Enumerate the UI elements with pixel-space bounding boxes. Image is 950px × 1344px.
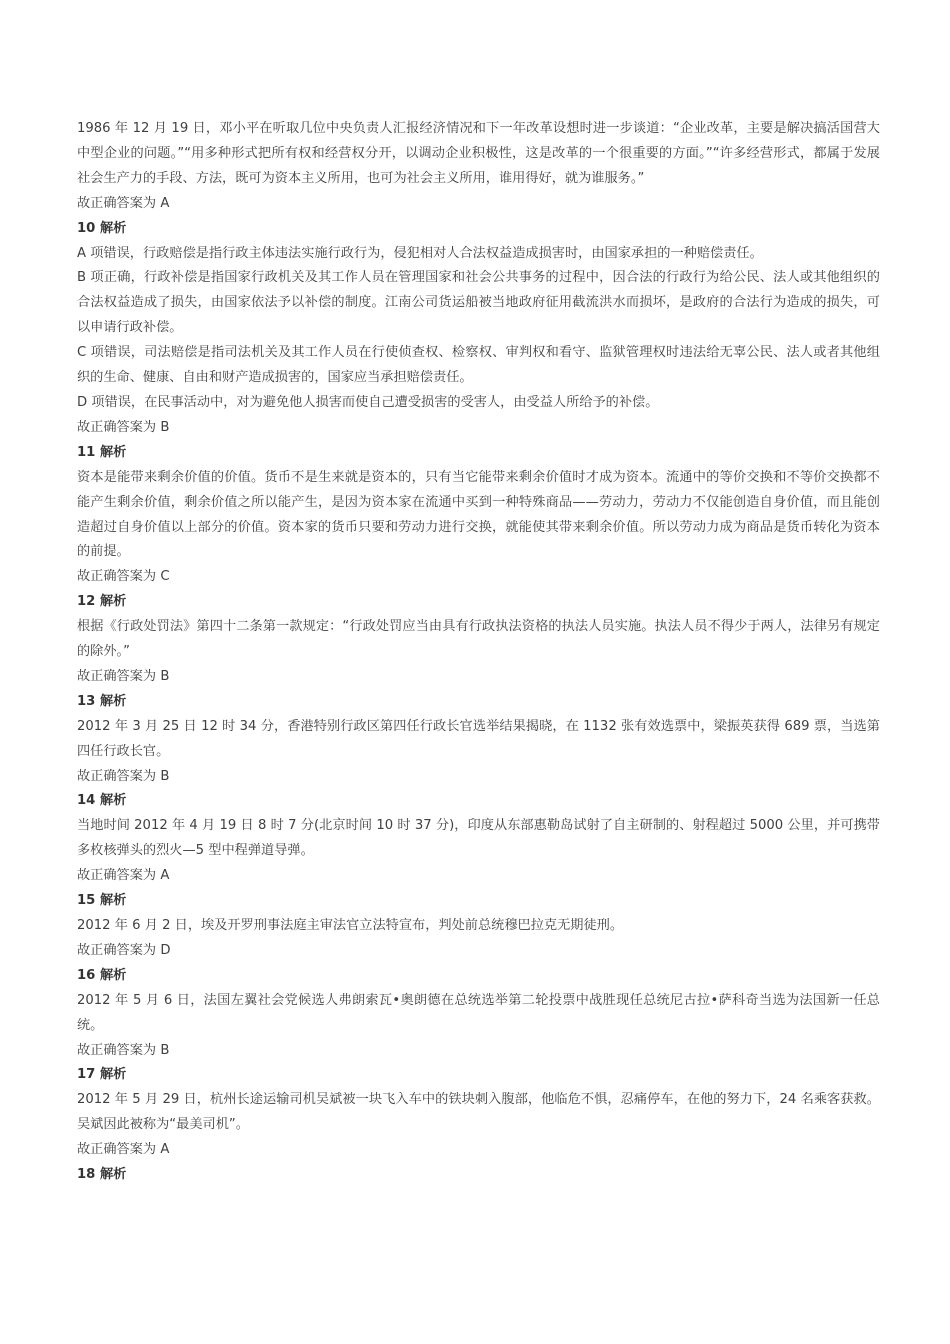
paragraph: 资本是能带来剩余价值的价值。货币不是生来就是资本的，只有当它能带来剩余价值时才成为资本。流通中的等价交换和不等价交换都不能产生剩余价值，剩余价值之所以能产生，是因为资本家在流通中买到一种特殊商品——劳动力，劳动力不仅能创造自身价值，而且能创造超过自身价值以上部分的价值。资本家的货币只要和劳动力进行交换，就能使其带来剩余价值。所以劳动力成为商品是货币转化为资本的前提。 — [77, 469, 880, 560]
section-heading: 16 解析 — [77, 967, 127, 983]
answer-line: 故正确答案为 B — [77, 768, 170, 784]
section-heading: 18 解析 — [77, 1167, 127, 1183]
section-heading: 14 解析 — [77, 793, 127, 809]
paragraph: A 项错误，行政赔偿是指行政主体违法实施行政行为，侵犯相对人合法权益造成损害时，由国家承担的一种赔偿责任。 — [77, 245, 763, 261]
answer-line: 故正确答案为 C — [77, 569, 170, 585]
answer-line: 故正确答案为 D — [77, 942, 171, 958]
section-heading: 13 解析 — [77, 693, 127, 709]
paragraph: D 项错误，在民事活动中，对为避免他人损害而使自己遭受损害的受害人，由受益人所给予的补偿。 — [77, 394, 659, 410]
section-heading: 10 解析 — [77, 220, 127, 236]
paragraph: 1986 年 12 月 19 日，邓小平在听取几位中央负责人汇报经济情况和下一年改革设想时进一步谈道：“企业改革，主要是解决搞活国营大中型企业的问题。”“用多种形式把所有权和经营权分开，以调动企业积极性，这是改革的一个很重要的方面。”“许多经营形式，都属于发展社会生产力的手段、方法，既可为资本主义所用，也可为社会主义所用，谁用得好，就为谁服务。” — [77, 121, 880, 186]
paragraph: B 项正确，行政补偿是指国家行政机关及其工作人员在管理国家和社会公共事务的过程中，因合法的行政行为给公民、法人或其他组织的合法权益造成了损失，由国家依法予以补偿的制度。江南公司货运船被当地政府征用截流洪水而损坏，是政府的合法行为造成的损失，可以申请行政补偿。 — [77, 270, 880, 336]
section-heading: 12 解析 — [77, 594, 127, 610]
answer-line: 故正确答案为 B — [77, 668, 170, 684]
section-heading: 15 解析 — [77, 893, 127, 909]
paragraph: 2012 年 5 月 29 日，杭州长途运输司机吴斌被一块飞入车中的铁块刺入腹部，他临危不惧，忍痛停车，在他的努力下，24 名乘客获救。吴斌因此被称为“最美司机”。 — [77, 1092, 880, 1133]
answer-line: 故正确答案为 A — [77, 1142, 170, 1158]
answer-line: 故正确答案为 B — [77, 1042, 170, 1058]
answer-line: 故正确答案为 B — [77, 419, 170, 435]
paragraph: C 项错误，司法赔偿是指司法机关及其工作人员在行使侦查权、检察权、审判权和看守、监狱管理权时违法给无辜公民、法人或者其他组织的生命、健康、自由和财产造成损害的，国家应当承担赔偿责任。 — [77, 345, 880, 386]
section-heading: 17 解析 — [77, 1067, 127, 1083]
section-heading: 11 解析 — [77, 444, 127, 460]
paragraph: 2012 年 5 月 6 日，法国左翼社会党候选人弗朗索瓦•奥朗德在总统选举第二轮投票中战胜现任总统尼古拉•萨科奇当选为法国新一任总统。 — [77, 992, 880, 1033]
answer-line: 故正确答案为 A — [77, 868, 170, 884]
paragraph: 当地时间 2012 年 4 月 19 日 8 时 7 分(北京时间 10 时 37 分)，印度从东部惠勒岛试射了自主研制的、射程超过 5000 公里，并可携带多枚核弹头的烈火—5 型中程弹道导弹。 — [77, 818, 880, 859]
paragraph: 根据《行政处罚法》第四十二条第一款规定：“行政处罚应当由具有行政执法资格的执法人员实施。执法人员不得少于两人，法律另有规定的除外。” — [77, 619, 880, 660]
paragraph: 2012 年 3 月 25 日 12 时 34 分，香港特别行政区第四任行政长官选举结果揭晓，在 1132 张有效选票中，梁振英获得 689 票，当选第四任行政长官。 — [77, 718, 880, 759]
paragraph: 2012 年 6 月 2 日，埃及开罗刑事法庭主审法官立法特宣布，判处前总统穆巴拉克无期徒刑。 — [77, 918, 624, 933]
answer-line: 故正确答案为 A — [77, 195, 170, 211]
